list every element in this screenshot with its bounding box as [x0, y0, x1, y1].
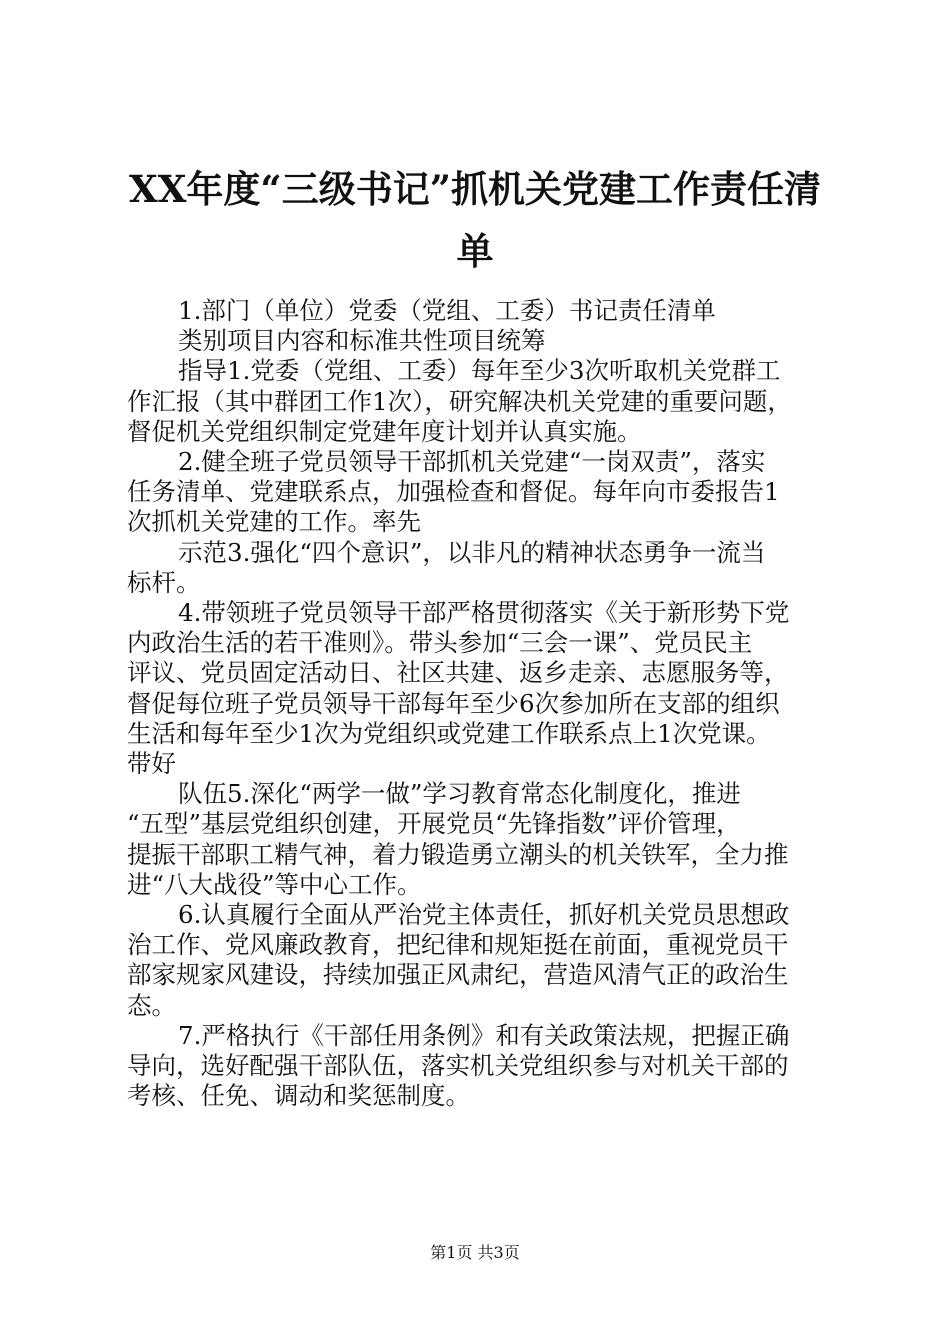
body-line: 4.带领班子党员领导干部严格贯彻落实《关于新形势下党 — [178, 598, 790, 628]
paragraph-9-item-7 — [127, 1021, 837, 1112]
document-body — [127, 296, 837, 1111]
body-line: 指导1.党委（党组、工委）每年至少3次听取机关党群工 — [178, 356, 781, 386]
body-line: 提振干部职工精气神，着力锻造勇立潮头的机关铁军，全力推 — [127, 839, 789, 869]
body-line: 2.健全班子党员领导干部抓机关党建“一岗双责”，落实 — [178, 447, 766, 477]
paragraph-8-item-6 — [127, 900, 837, 1021]
body-line: 任务清单、党建联系点，加强检查和督促。每年向市委报告1 — [127, 477, 780, 507]
title-line-2: 单 — [456, 229, 494, 273]
body-line: 部家规家风建设，持续加强正风肃纪，营造风清气正的政治生 — [127, 960, 789, 990]
body-line: 生活和每年至少1次为党组织或党建工作联系点上1次党课。 — [127, 718, 771, 748]
body-line: 进“八大战役”等中心工作。 — [127, 869, 422, 899]
body-line: 标杆。 — [127, 567, 201, 597]
paragraph-6-item-4 — [127, 598, 837, 779]
body-line: 态。 — [127, 990, 176, 1020]
body-line: 内政治生活的若干准则》。带头参加“三会一课”、党员民主 — [127, 628, 753, 658]
body-line: 类别项目内容和标准共性项目统筹 — [178, 326, 546, 356]
body-line: 评议、党员固定活动日、社区共建、返乡走亲、志愿服务等， — [127, 658, 789, 688]
body-line: 示范3.强化“四个意识”，以非凡的精神状态勇争一流当 — [178, 537, 766, 567]
body-line: 7.严格执行《干部任用条例》和有关政策法规，把握正确 — [178, 1020, 790, 1050]
body-line: 督促机关党组织制定党建年度计划并认真实施。 — [127, 416, 642, 446]
body-line: 治工作、党风廉政教育，把纪律和规矩挺在前面，重视党员干 — [127, 930, 789, 960]
page-number-footer: 第1页 共3页 — [430, 1243, 520, 1262]
body-line: 队伍5.深化“两学一做”学习教育常态化制度化，推进 — [178, 779, 741, 809]
paragraph-1-heading — [127, 296, 837, 326]
paragraph-3-item-1 — [127, 356, 837, 447]
title-line-1: XX年度“三级书记”抓机关党建工作责任清 — [129, 167, 821, 211]
paragraph-2-columns — [127, 326, 837, 356]
paragraph-7-item-5 — [127, 779, 837, 900]
body-line: 次抓机关党建的工作。率先 — [127, 507, 421, 537]
body-line: “五型”基层党组织创建，开展党员“先锋指数”评价管理， — [127, 809, 741, 839]
body-line: 1.部门（单位）党委（党组、工委）书记责任清单 — [178, 296, 716, 325]
body-line: 带好 — [127, 749, 176, 779]
body-line: 导向，选好配强干部队伍，落实机关党组织参与对机关干部的 — [127, 1051, 789, 1081]
body-line: 作汇报（其中群团工作1次），研究解决机关党建的重要问题， — [127, 386, 792, 416]
paragraph-5-item-3 — [127, 538, 837, 598]
body-line: 督促每位班子党员领导干部每年至少6次参加所在支部的组织 — [127, 688, 780, 718]
document-title — [100, 158, 850, 282]
paragraph-4-item-2 — [127, 447, 837, 538]
body-line: 考核、任免、调动和奖惩制度。 — [127, 1081, 470, 1111]
body-line: 6.认真履行全面从严治党主体责任，抓好机关党员思想政 — [178, 900, 790, 930]
